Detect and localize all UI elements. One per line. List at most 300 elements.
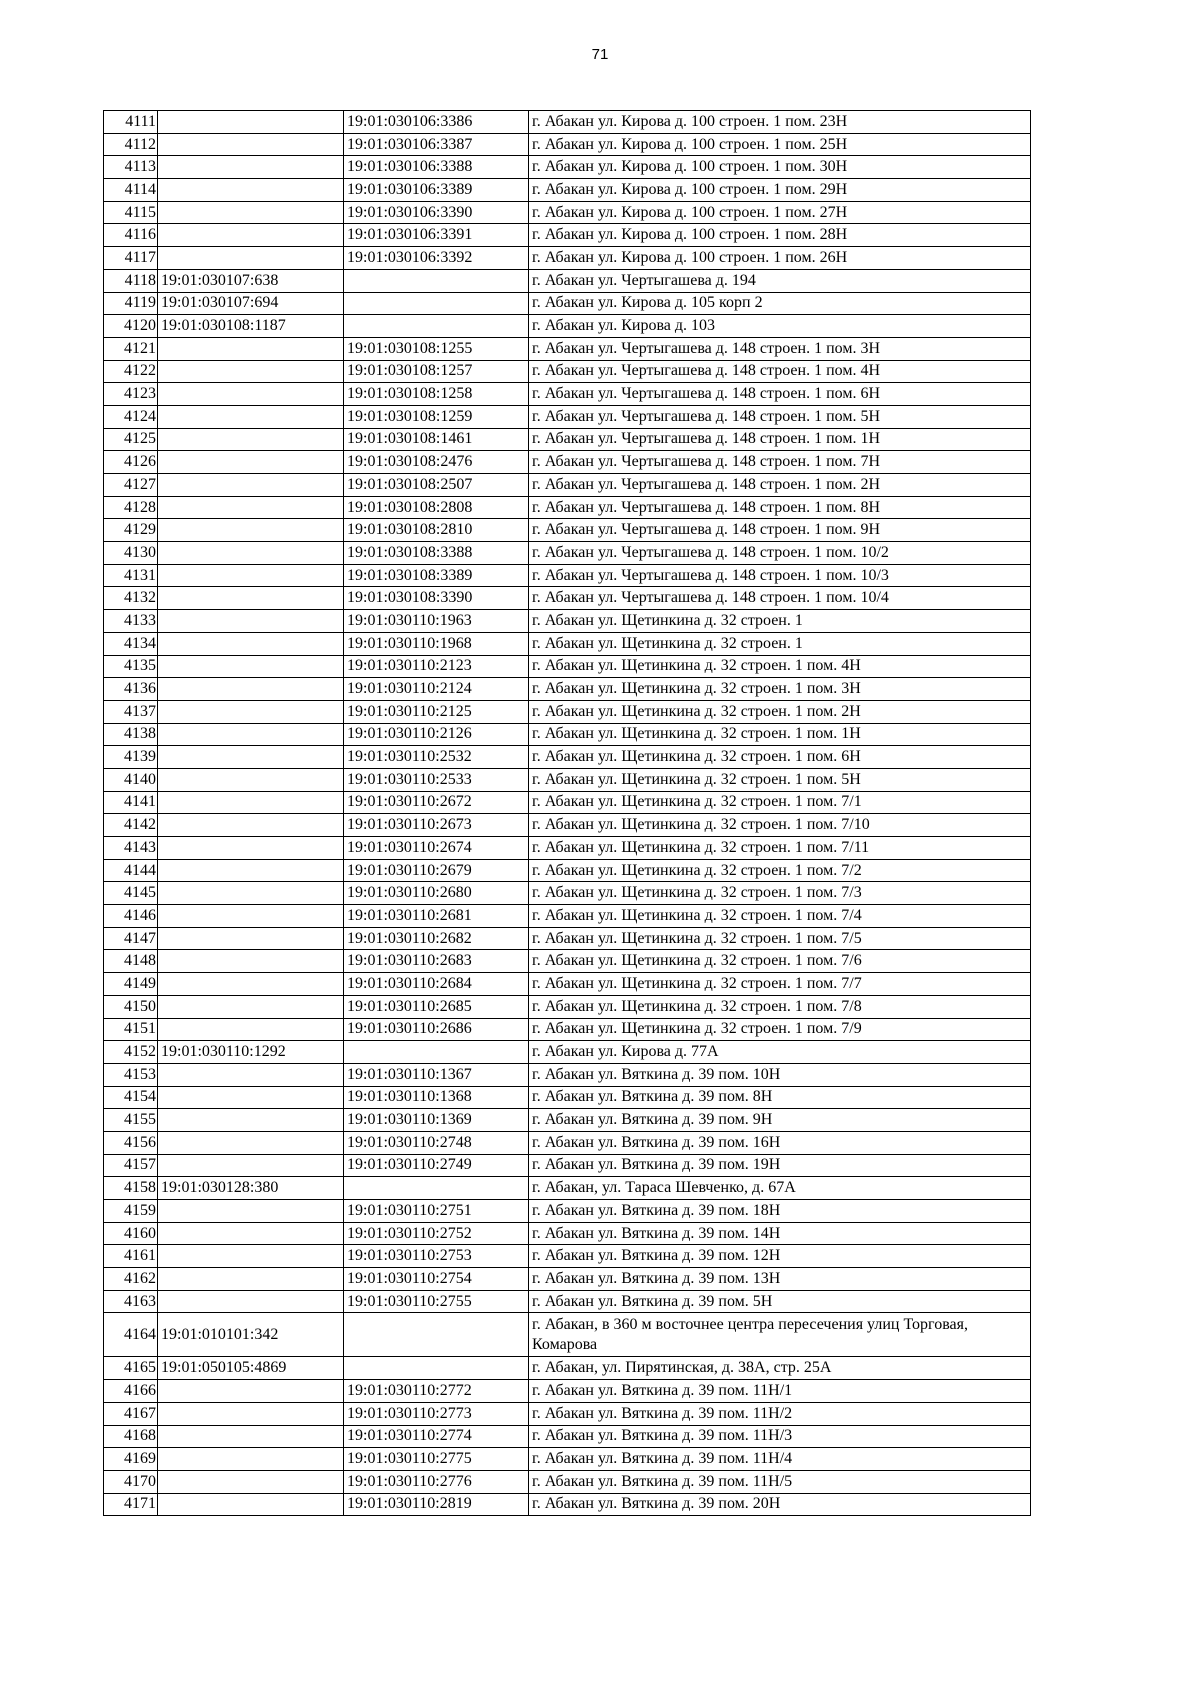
address-cell: г. Абакан ул. Щетинкина д. 32 строен. 1 пом. 7/4 — [529, 905, 1031, 928]
address-cell: г. Абакан ул. Чертыгашева д. 148 строен. 1 пом. 5Н — [529, 405, 1031, 428]
land-cadastral-number-cell — [158, 496, 344, 519]
row-number-cell: 4140 — [104, 768, 158, 791]
premises-cadastral-number-cell: 19:01:030108:2810 — [344, 519, 529, 542]
row-number-cell: 4136 — [104, 678, 158, 701]
address-cell: г. Абакан ул. Вяткина д. 39 пом. 11Н/2 — [529, 1402, 1031, 1425]
address-cell: г. Абакан ул. Чертыгашева д. 148 строен. 1 пом. 10/4 — [529, 587, 1031, 610]
land-cadastral-number-cell — [158, 859, 344, 882]
row-number-cell: 4126 — [104, 451, 158, 474]
address-cell: г. Абакан ул. Чертыгашева д. 148 строен. 1 пом. 7Н — [529, 451, 1031, 474]
land-cadastral-number-cell — [158, 927, 344, 950]
row-number-cell: 4156 — [104, 1131, 158, 1154]
address-cell: г. Абакан ул. Чертыгашева д. 148 строен. 1 пом. 3Н — [529, 337, 1031, 360]
property-registry-table — [103, 110, 1031, 1516]
table-row — [104, 791, 1031, 814]
row-number-cell: 4141 — [104, 791, 158, 814]
table-row — [104, 1357, 1031, 1380]
table-row — [104, 927, 1031, 950]
table-row — [104, 1109, 1031, 1132]
table-row — [104, 224, 1031, 247]
row-number-cell: 4134 — [104, 632, 158, 655]
table-row — [104, 1470, 1031, 1493]
address-cell: г. Абакан ул. Щетинкина д. 32 строен. 1 — [529, 610, 1031, 633]
premises-cadastral-number-cell: 19:01:030106:3391 — [344, 224, 529, 247]
row-number-cell: 4131 — [104, 564, 158, 587]
row-number-cell: 4133 — [104, 610, 158, 633]
land-cadastral-number-cell — [158, 1200, 344, 1223]
row-number-cell: 4128 — [104, 496, 158, 519]
address-cell: г. Абакан ул. Щетинкина д. 32 строен. 1 пом. 6Н — [529, 746, 1031, 769]
land-cadastral-number-cell — [158, 700, 344, 723]
address-cell: г. Абакан ул. Щетинкина д. 32 строен. 1 пом. 7/11 — [529, 837, 1031, 860]
row-number-cell: 4124 — [104, 405, 158, 428]
row-number-cell: 4122 — [104, 360, 158, 383]
premises-cadastral-number-cell: 19:01:030110:2533 — [344, 768, 529, 791]
row-number-cell: 4155 — [104, 1109, 158, 1132]
premises-cadastral-number-cell: 19:01:030110:2773 — [344, 1402, 529, 1425]
row-number-cell: 4169 — [104, 1448, 158, 1471]
table-row — [104, 1493, 1031, 1516]
address-cell: г. Абакан, ул. Пирятинская, д. 38А, стр. 25А — [529, 1357, 1031, 1380]
premises-cadastral-number-cell: 19:01:030110:2681 — [344, 905, 529, 928]
premises-cadastral-number-cell: 19:01:030110:1368 — [344, 1086, 529, 1109]
row-number-cell: 4161 — [104, 1245, 158, 1268]
row-number-cell: 4167 — [104, 1402, 158, 1425]
land-cadastral-number-cell — [158, 474, 344, 497]
premises-cadastral-number-cell: 19:01:030106:3389 — [344, 179, 529, 202]
row-number-cell: 4158 — [104, 1177, 158, 1200]
table-row — [104, 700, 1031, 723]
table-row — [104, 451, 1031, 474]
premises-cadastral-number-cell: 19:01:030108:3390 — [344, 587, 529, 610]
address-cell: г. Абакан ул. Вяткина д. 39 пом. 8Н — [529, 1086, 1031, 1109]
land-cadastral-number-cell — [158, 610, 344, 633]
table-row — [104, 1131, 1031, 1154]
table-row — [104, 1380, 1031, 1403]
address-cell: г. Абакан ул. Вяткина д. 39 пом. 19Н — [529, 1154, 1031, 1177]
premises-cadastral-number-cell: 19:01:030110:2674 — [344, 837, 529, 860]
row-number-cell: 4130 — [104, 542, 158, 565]
land-cadastral-number-cell — [158, 451, 344, 474]
premises-cadastral-number-cell: 19:01:030110:2754 — [344, 1268, 529, 1291]
address-cell: г. Абакан ул. Чертыгашева д. 148 строен. 1 пом. 6Н — [529, 383, 1031, 406]
table-row — [104, 496, 1031, 519]
table-row — [104, 1402, 1031, 1425]
address-cell: г. Абакан ул. Вяткина д. 39 пом. 12Н — [529, 1245, 1031, 1268]
premises-cadastral-number-cell: 19:01:030110:2672 — [344, 791, 529, 814]
land-cadastral-number-cell: 19:01:030110:1292 — [158, 1041, 344, 1064]
premises-cadastral-number-cell — [344, 269, 529, 292]
row-number-cell: 4148 — [104, 950, 158, 973]
table-row — [104, 1177, 1031, 1200]
premises-cadastral-number-cell: 19:01:030110:2751 — [344, 1200, 529, 1223]
table-row — [104, 428, 1031, 451]
land-cadastral-number-cell — [158, 1131, 344, 1154]
address-cell: г. Абакан ул. Вяткина д. 39 пом. 18Н — [529, 1200, 1031, 1223]
premises-cadastral-number-cell: 19:01:030110:2124 — [344, 678, 529, 701]
table-row — [104, 156, 1031, 179]
row-number-cell: 4135 — [104, 655, 158, 678]
land-cadastral-number-cell: 19:01:030107:638 — [158, 269, 344, 292]
row-number-cell: 4114 — [104, 179, 158, 202]
address-cell: г. Абакан ул. Кирова д. 100 строен. 1 пом. 26Н — [529, 247, 1031, 270]
table-row — [104, 1222, 1031, 1245]
land-cadastral-number-cell — [158, 1380, 344, 1403]
table-row — [104, 315, 1031, 338]
premises-cadastral-number-cell: 19:01:030110:1367 — [344, 1063, 529, 1086]
premises-cadastral-number-cell: 19:01:030110:2685 — [344, 995, 529, 1018]
address-cell: г. Абакан ул. Вяткина д. 39 пом. 11Н/5 — [529, 1470, 1031, 1493]
address-cell: г. Абакан ул. Кирова д. 100 строен. 1 пом. 30Н — [529, 156, 1031, 179]
row-number-cell: 4157 — [104, 1154, 158, 1177]
table-row — [104, 405, 1031, 428]
table-row — [104, 905, 1031, 928]
premises-cadastral-number-cell: 19:01:030108:1259 — [344, 405, 529, 428]
table-row — [104, 973, 1031, 996]
row-number-cell: 4170 — [104, 1470, 158, 1493]
table-row — [104, 201, 1031, 224]
premises-cadastral-number-cell: 19:01:030108:1257 — [344, 360, 529, 383]
table-row — [104, 837, 1031, 860]
row-number-cell: 4113 — [104, 156, 158, 179]
table-row — [104, 882, 1031, 905]
table-row — [104, 133, 1031, 156]
premises-cadastral-number-cell: 19:01:030110:2753 — [344, 1245, 529, 1268]
premises-cadastral-number-cell: 19:01:030110:2776 — [344, 1470, 529, 1493]
row-number-cell: 4143 — [104, 837, 158, 860]
premises-cadastral-number-cell — [344, 315, 529, 338]
address-cell: г. Абакан ул. Кирова д. 100 строен. 1 пом. 25Н — [529, 133, 1031, 156]
row-number-cell: 4112 — [104, 133, 158, 156]
row-number-cell: 4162 — [104, 1268, 158, 1291]
address-cell: г. Абакан ул. Вяткина д. 39 пом. 20Н — [529, 1493, 1031, 1516]
address-cell: г. Абакан ул. Щетинкина д. 32 строен. 1 пом. 7/3 — [529, 882, 1031, 905]
row-number-cell: 4127 — [104, 474, 158, 497]
table-row — [104, 610, 1031, 633]
row-number-cell: 4129 — [104, 519, 158, 542]
table-row — [104, 723, 1031, 746]
row-number-cell: 4147 — [104, 927, 158, 950]
row-number-cell: 4123 — [104, 383, 158, 406]
address-cell: г. Абакан ул. Чертыгашева д. 148 строен. 1 пом. 2Н — [529, 474, 1031, 497]
premises-cadastral-number-cell: 19:01:030106:3386 — [344, 111, 529, 134]
row-number-cell: 4125 — [104, 428, 158, 451]
land-cadastral-number-cell — [158, 519, 344, 542]
row-number-cell: 4166 — [104, 1380, 158, 1403]
row-number-cell: 4149 — [104, 973, 158, 996]
row-number-cell: 4111 — [104, 111, 158, 134]
table-row — [104, 1290, 1031, 1313]
row-number-cell: 4121 — [104, 337, 158, 360]
land-cadastral-number-cell — [158, 973, 344, 996]
address-cell: г. Абакан ул. Вяткина д. 39 пом. 13Н — [529, 1268, 1031, 1291]
row-number-cell: 4150 — [104, 995, 158, 1018]
premises-cadastral-number-cell: 19:01:030110:2125 — [344, 700, 529, 723]
land-cadastral-number-cell — [158, 1109, 344, 1132]
table-row — [104, 474, 1031, 497]
land-cadastral-number-cell — [158, 768, 344, 791]
address-cell: г. Абакан ул. Кирова д. 100 строен. 1 пом. 28Н — [529, 224, 1031, 247]
premises-cadastral-number-cell: 19:01:030108:2507 — [344, 474, 529, 497]
table-row — [104, 1448, 1031, 1471]
premises-cadastral-number-cell: 19:01:030110:2682 — [344, 927, 529, 950]
land-cadastral-number-cell — [158, 1245, 344, 1268]
table-row — [104, 859, 1031, 882]
row-number-cell: 4153 — [104, 1063, 158, 1086]
land-cadastral-number-cell — [158, 1222, 344, 1245]
page-number: 71 — [591, 46, 609, 63]
address-cell: г. Абакан ул. Вяткина д. 39 пом. 5Н — [529, 1290, 1031, 1313]
land-cadastral-number-cell — [158, 882, 344, 905]
table-row — [104, 292, 1031, 315]
row-number-cell: 4171 — [104, 1493, 158, 1516]
land-cadastral-number-cell — [158, 383, 344, 406]
address-cell: г. Абакан ул. Чертыгашева д. 194 — [529, 269, 1031, 292]
land-cadastral-number-cell — [158, 837, 344, 860]
land-cadastral-number-cell — [158, 905, 344, 928]
address-cell: г. Абакан ул. Кирова д. 100 строен. 1 пом. 29Н — [529, 179, 1031, 202]
premises-cadastral-number-cell: 19:01:030106:3387 — [344, 133, 529, 156]
premises-cadastral-number-cell: 19:01:030110:2683 — [344, 950, 529, 973]
table-row — [104, 1268, 1031, 1291]
address-cell: г. Абакан ул. Вяткина д. 39 пом. 11Н/1 — [529, 1380, 1031, 1403]
address-cell: г. Абакан ул. Вяткина д. 39 пом. 14Н — [529, 1222, 1031, 1245]
premises-cadastral-number-cell: 19:01:030110:2679 — [344, 859, 529, 882]
row-number-cell: 4137 — [104, 700, 158, 723]
land-cadastral-number-cell — [158, 1493, 344, 1516]
row-number-cell: 4160 — [104, 1222, 158, 1245]
address-cell: г. Абакан ул. Чертыгашева д. 148 строен. 1 пом. 10/2 — [529, 542, 1031, 565]
premises-cadastral-number-cell: 19:01:030110:2819 — [344, 1493, 529, 1516]
row-number-cell: 4159 — [104, 1200, 158, 1223]
address-cell: г. Абакан ул. Щетинкина д. 32 строен. 1 пом. 7/7 — [529, 973, 1031, 996]
row-number-cell: 4139 — [104, 746, 158, 769]
table-row — [104, 1063, 1031, 1086]
row-number-cell: 4154 — [104, 1086, 158, 1109]
address-cell: г. Абакан ул. Щетинкина д. 32 строен. 1 пом. 4Н — [529, 655, 1031, 678]
address-cell: г. Абакан ул. Вяткина д. 39 пом. 11Н/3 — [529, 1425, 1031, 1448]
premises-cadastral-number-cell: 19:01:030110:2673 — [344, 814, 529, 837]
row-number-cell: 4168 — [104, 1425, 158, 1448]
table-row — [104, 950, 1031, 973]
premises-cadastral-number-cell: 19:01:030110:2126 — [344, 723, 529, 746]
premises-cadastral-number-cell: 19:01:030106:3388 — [344, 156, 529, 179]
land-cadastral-number-cell: 19:01:030128:380 — [158, 1177, 344, 1200]
row-number-cell: 4115 — [104, 201, 158, 224]
table-row — [104, 1425, 1031, 1448]
premises-cadastral-number-cell: 19:01:030110:2772 — [344, 1380, 529, 1403]
land-cadastral-number-cell — [158, 360, 344, 383]
land-cadastral-number-cell — [158, 405, 344, 428]
table-row — [104, 1245, 1031, 1268]
land-cadastral-number-cell — [158, 950, 344, 973]
land-cadastral-number-cell — [158, 632, 344, 655]
address-cell: г. Абакан ул. Щетинкина д. 32 строен. 1 пом. 7/10 — [529, 814, 1031, 837]
row-number-cell: 4116 — [104, 224, 158, 247]
land-cadastral-number-cell — [158, 179, 344, 202]
table-row — [104, 542, 1031, 565]
row-number-cell: 4144 — [104, 859, 158, 882]
address-cell: г. Абакан ул. Чертыгашева д. 148 строен. 1 пом. 1Н — [529, 428, 1031, 451]
premises-cadastral-number-cell: 19:01:030110:2755 — [344, 1290, 529, 1313]
land-cadastral-number-cell — [158, 1290, 344, 1313]
land-cadastral-number-cell: 19:01:010101:342 — [158, 1313, 344, 1357]
address-cell: г. Абакан ул. Чертыгашева д. 148 строен. 1 пом. 9Н — [529, 519, 1031, 542]
row-number-cell: 4145 — [104, 882, 158, 905]
premises-cadastral-number-cell — [344, 292, 529, 315]
address-cell: г. Абакан ул. Щетинкина д. 32 строен. 1 — [529, 632, 1031, 655]
address-cell: г. Абакан, в 360 м восточнее центра пересечения улиц Торговая, Комарова — [529, 1313, 1031, 1357]
land-cadastral-number-cell: 19:01:030108:1187 — [158, 315, 344, 338]
address-cell: г. Абакан ул. Щетинкина д. 32 строен. 1 пом. 1Н — [529, 723, 1031, 746]
row-number-cell: 4151 — [104, 1018, 158, 1041]
land-cadastral-number-cell — [158, 1154, 344, 1177]
premises-cadastral-number-cell: 19:01:030110:2123 — [344, 655, 529, 678]
premises-cadastral-number-cell: 19:01:030106:3390 — [344, 201, 529, 224]
row-number-cell: 4165 — [104, 1357, 158, 1380]
premises-cadastral-number-cell: 19:01:030108:1255 — [344, 337, 529, 360]
premises-cadastral-number-cell: 19:01:030108:2476 — [344, 451, 529, 474]
premises-cadastral-number-cell: 19:01:030110:2684 — [344, 973, 529, 996]
table-row — [104, 632, 1031, 655]
table-row — [104, 1018, 1031, 1041]
row-number-cell: 4118 — [104, 269, 158, 292]
land-cadastral-number-cell — [158, 1018, 344, 1041]
premises-cadastral-number-cell: 19:01:030110:2749 — [344, 1154, 529, 1177]
row-number-cell: 4163 — [104, 1290, 158, 1313]
land-cadastral-number-cell — [158, 587, 344, 610]
row-number-cell: 4132 — [104, 587, 158, 610]
table-row — [104, 179, 1031, 202]
premises-cadastral-number-cell — [344, 1357, 529, 1380]
address-cell: г. Абакан ул. Кирова д. 105 корп 2 — [529, 292, 1031, 315]
land-cadastral-number-cell — [158, 133, 344, 156]
address-cell: г. Абакан ул. Чертыгашева д. 148 строен. 1 пом. 4Н — [529, 360, 1031, 383]
table-row — [104, 587, 1031, 610]
premises-cadastral-number-cell: 19:01:030106:3392 — [344, 247, 529, 270]
premises-cadastral-number-cell — [344, 1041, 529, 1064]
address-cell: г. Абакан ул. Щетинкина д. 32 строен. 1 пом. 7/5 — [529, 927, 1031, 950]
table-row — [104, 655, 1031, 678]
premises-cadastral-number-cell: 19:01:030108:3388 — [344, 542, 529, 565]
premises-cadastral-number-cell: 19:01:030110:2532 — [344, 746, 529, 769]
address-cell: г. Абакан ул. Кирова д. 77А — [529, 1041, 1031, 1064]
address-cell: г. Абакан ул. Щетинкина д. 32 строен. 1 пом. 7/8 — [529, 995, 1031, 1018]
row-number-cell: 4146 — [104, 905, 158, 928]
premises-cadastral-number-cell: 19:01:030110:2774 — [344, 1425, 529, 1448]
land-cadastral-number-cell — [158, 111, 344, 134]
land-cadastral-number-cell — [158, 542, 344, 565]
land-cadastral-number-cell — [158, 678, 344, 701]
address-cell: г. Абакан ул. Кирова д. 103 — [529, 315, 1031, 338]
address-cell: г. Абакан ул. Вяткина д. 39 пом. 9Н — [529, 1109, 1031, 1132]
premises-cadastral-number-cell: 19:01:030108:2808 — [344, 496, 529, 519]
land-cadastral-number-cell — [158, 814, 344, 837]
address-cell: г. Абакан ул. Чертыгашева д. 148 строен. 1 пом. 8Н — [529, 496, 1031, 519]
address-cell: г. Абакан ул. Щетинкина д. 32 строен. 1 пом. 7/9 — [529, 1018, 1031, 1041]
table-row — [104, 337, 1031, 360]
address-cell: г. Абакан ул. Вяткина д. 39 пом. 11Н/4 — [529, 1448, 1031, 1471]
land-cadastral-number-cell — [158, 723, 344, 746]
premises-cadastral-number-cell: 19:01:030110:2775 — [344, 1448, 529, 1471]
registry-table-body — [104, 111, 1031, 1516]
land-cadastral-number-cell — [158, 224, 344, 247]
table-row — [104, 564, 1031, 587]
premises-cadastral-number-cell: 19:01:030110:2752 — [344, 1222, 529, 1245]
table-row — [104, 269, 1031, 292]
premises-cadastral-number-cell — [344, 1177, 529, 1200]
table-row — [104, 1313, 1031, 1357]
premises-cadastral-number-cell: 19:01:030110:1968 — [344, 632, 529, 655]
land-cadastral-number-cell — [158, 791, 344, 814]
land-cadastral-number-cell — [158, 247, 344, 270]
premises-cadastral-number-cell: 19:01:030110:2680 — [344, 882, 529, 905]
land-cadastral-number-cell — [158, 1402, 344, 1425]
row-number-cell: 4142 — [104, 814, 158, 837]
premises-cadastral-number-cell — [344, 1313, 529, 1357]
table-row — [104, 1086, 1031, 1109]
table-row — [104, 111, 1031, 134]
premises-cadastral-number-cell: 19:01:030108:1461 — [344, 428, 529, 451]
land-cadastral-number-cell — [158, 1086, 344, 1109]
premises-cadastral-number-cell: 19:01:030110:2686 — [344, 1018, 529, 1041]
land-cadastral-number-cell — [158, 1063, 344, 1086]
land-cadastral-number-cell — [158, 428, 344, 451]
land-cadastral-number-cell — [158, 1268, 344, 1291]
row-number-cell: 4120 — [104, 315, 158, 338]
row-number-cell: 4138 — [104, 723, 158, 746]
premises-cadastral-number-cell: 19:01:030110:2748 — [344, 1131, 529, 1154]
table-row — [104, 360, 1031, 383]
premises-cadastral-number-cell: 19:01:030108:3389 — [344, 564, 529, 587]
land-cadastral-number-cell — [158, 337, 344, 360]
address-cell: г. Абакан ул. Кирова д. 100 строен. 1 пом. 27Н — [529, 201, 1031, 224]
address-cell: г. Абакан ул. Щетинкина д. 32 строен. 1 пом. 7/1 — [529, 791, 1031, 814]
address-cell: г. Абакан ул. Щетинкина д. 32 строен. 1 пом. 2Н — [529, 700, 1031, 723]
land-cadastral-number-cell — [158, 1470, 344, 1493]
table-row — [104, 995, 1031, 1018]
address-cell: г. Абакан ул. Щетинкина д. 32 строен. 1 пом. 5Н — [529, 768, 1031, 791]
land-cadastral-number-cell — [158, 746, 344, 769]
table-row — [104, 814, 1031, 837]
land-cadastral-number-cell — [158, 1425, 344, 1448]
premises-cadastral-number-cell: 19:01:030110:1963 — [344, 610, 529, 633]
address-cell: г. Абакан ул. Вяткина д. 39 пом. 10Н — [529, 1063, 1031, 1086]
row-number-cell: 4164 — [104, 1313, 158, 1357]
table-row — [104, 678, 1031, 701]
address-cell: г. Абакан ул. Кирова д. 100 строен. 1 пом. 23Н — [529, 111, 1031, 134]
row-number-cell: 4117 — [104, 247, 158, 270]
row-number-cell: 4152 — [104, 1041, 158, 1064]
address-cell: г. Абакан, ул. Тараса Шевченко, д. 67А — [529, 1177, 1031, 1200]
land-cadastral-number-cell — [158, 995, 344, 1018]
table-row — [104, 1200, 1031, 1223]
table-row — [104, 1154, 1031, 1177]
table-row — [104, 247, 1031, 270]
land-cadastral-number-cell — [158, 1448, 344, 1471]
row-number-cell: 4119 — [104, 292, 158, 315]
land-cadastral-number-cell — [158, 201, 344, 224]
table-row — [104, 1041, 1031, 1064]
land-cadastral-number-cell: 19:01:050105:4869 — [158, 1357, 344, 1380]
land-cadastral-number-cell — [158, 156, 344, 179]
address-cell: г. Абакан ул. Щетинкина д. 32 строен. 1 пом. 7/2 — [529, 859, 1031, 882]
address-cell: г. Абакан ул. Щетинкина д. 32 строен. 1 пом. 3Н — [529, 678, 1031, 701]
address-cell: г. Абакан ул. Чертыгашева д. 148 строен. 1 пом. 10/3 — [529, 564, 1031, 587]
land-cadastral-number-cell — [158, 655, 344, 678]
land-cadastral-number-cell — [158, 564, 344, 587]
premises-cadastral-number-cell: 19:01:030110:1369 — [344, 1109, 529, 1132]
